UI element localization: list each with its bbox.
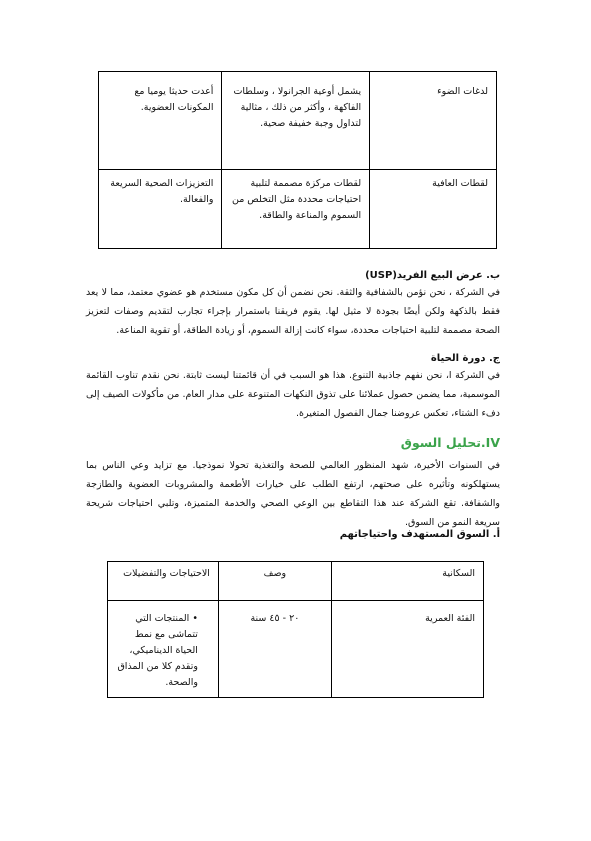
needs-cell	[108, 601, 219, 698]
usp-section	[86, 269, 500, 340]
lifecycle-heading: ج. دورة الحياة	[430, 353, 500, 364]
table-header-row	[108, 562, 484, 601]
demographic-header: السكانية	[331, 562, 483, 601]
lifecycle-section	[86, 352, 500, 423]
market-paragraph: في السنوات الأخيرة، شهد المنظور العالمي للصحة والتغذية تحولا نموذجيا. مع تزايد وعي الناس بما يستهلكونه وتأثيره على صحتهم، ارتفع الطلب على خيارات الأطعمة والمشروبات العضوية والطازجة والشفافة. تقع الشركة عند هذا التقاطع بين الوعي الصحي والخدمة المتميزة، وتلبي احتياجات شريحة سريعة النمو من السوق.	[86, 460, 500, 528]
product-category-cell: لدغات الضوء	[370, 72, 497, 170]
products-table	[98, 71, 497, 249]
target-market-table	[107, 561, 484, 698]
usp-heading: ب. عرض البيع الفريد(USP)	[365, 270, 500, 281]
product-feature-cell: التعزيزات الصحية السريعة والفعالة.	[99, 170, 222, 249]
table-row	[108, 601, 484, 698]
product-description-cell: لقطات مركزة مصممة لتلبية احتياجات محددة مثل التخلص من السموم والمناعة والطاقة.	[222, 170, 370, 249]
product-category-cell: لقطات العافية	[370, 170, 497, 249]
usp-paragraph: في الشركة ، نحن نؤمن بالشفافية والثقة. نحن نضمن أن كل مكون مستخدم هو عضوي معتمد، مما لا يعد فقط بالذكهة ولكن أيضًا بجودة لا مثيل لها. يقوم فريقنا باستمرار بإجراء تجارب لتقديم وصفات لتعزيز الصحة مصممة لتلبية احتياجات محددة، سواء كانت إزالة السموم، أو زيادة الطاقة، أو تقوية المناعة.	[86, 287, 500, 336]
table-row	[99, 170, 497, 249]
description-header: وصف	[218, 562, 331, 601]
market-analysis-section	[86, 435, 500, 532]
demographic-cell: الفئة العمرية	[331, 601, 483, 698]
market-section-title: IV.تحليل السوق	[400, 435, 500, 450]
product-description-cell: يشمل أوعية الجرانولا ، وسلطات الفاكهة ، وأكثر من ذلك ، مثالية لتداول وجبة خفيفة صحية.	[222, 72, 370, 170]
needs-header: الاحتياجات والتفضيلات	[108, 562, 219, 601]
list-item: • المنتجات التي تتماشى مع نمط الحياة الديناميكي، وتقدم كلا من المذاق والصحة.	[116, 611, 198, 691]
needs-list	[116, 611, 210, 691]
target-market-subheading: أ. السوق المستهدف واحتياجاتهم	[339, 529, 500, 540]
product-feature-cell: أعدت حديثا يوميا مع المكونات العضوية.	[99, 72, 222, 170]
description-cell: ٢٠ - ٤٥ سنة	[218, 601, 331, 698]
table-row	[99, 72, 497, 170]
lifecycle-paragraph: في الشركة ا، نحن نفهم جاذبية التنوع. هذا هو السبب في أن قائمتنا ليست ثابتة. نحن نقدم تناوب القائمة الموسمية، مما يضمن حصول عملائنا على تذوق النكهات المتنوعة على مدار العام. من مأكولات الصيف إلى دفء الشتاء، تعكس عروضنا جمال الفصول المتغيرة.	[86, 370, 500, 419]
